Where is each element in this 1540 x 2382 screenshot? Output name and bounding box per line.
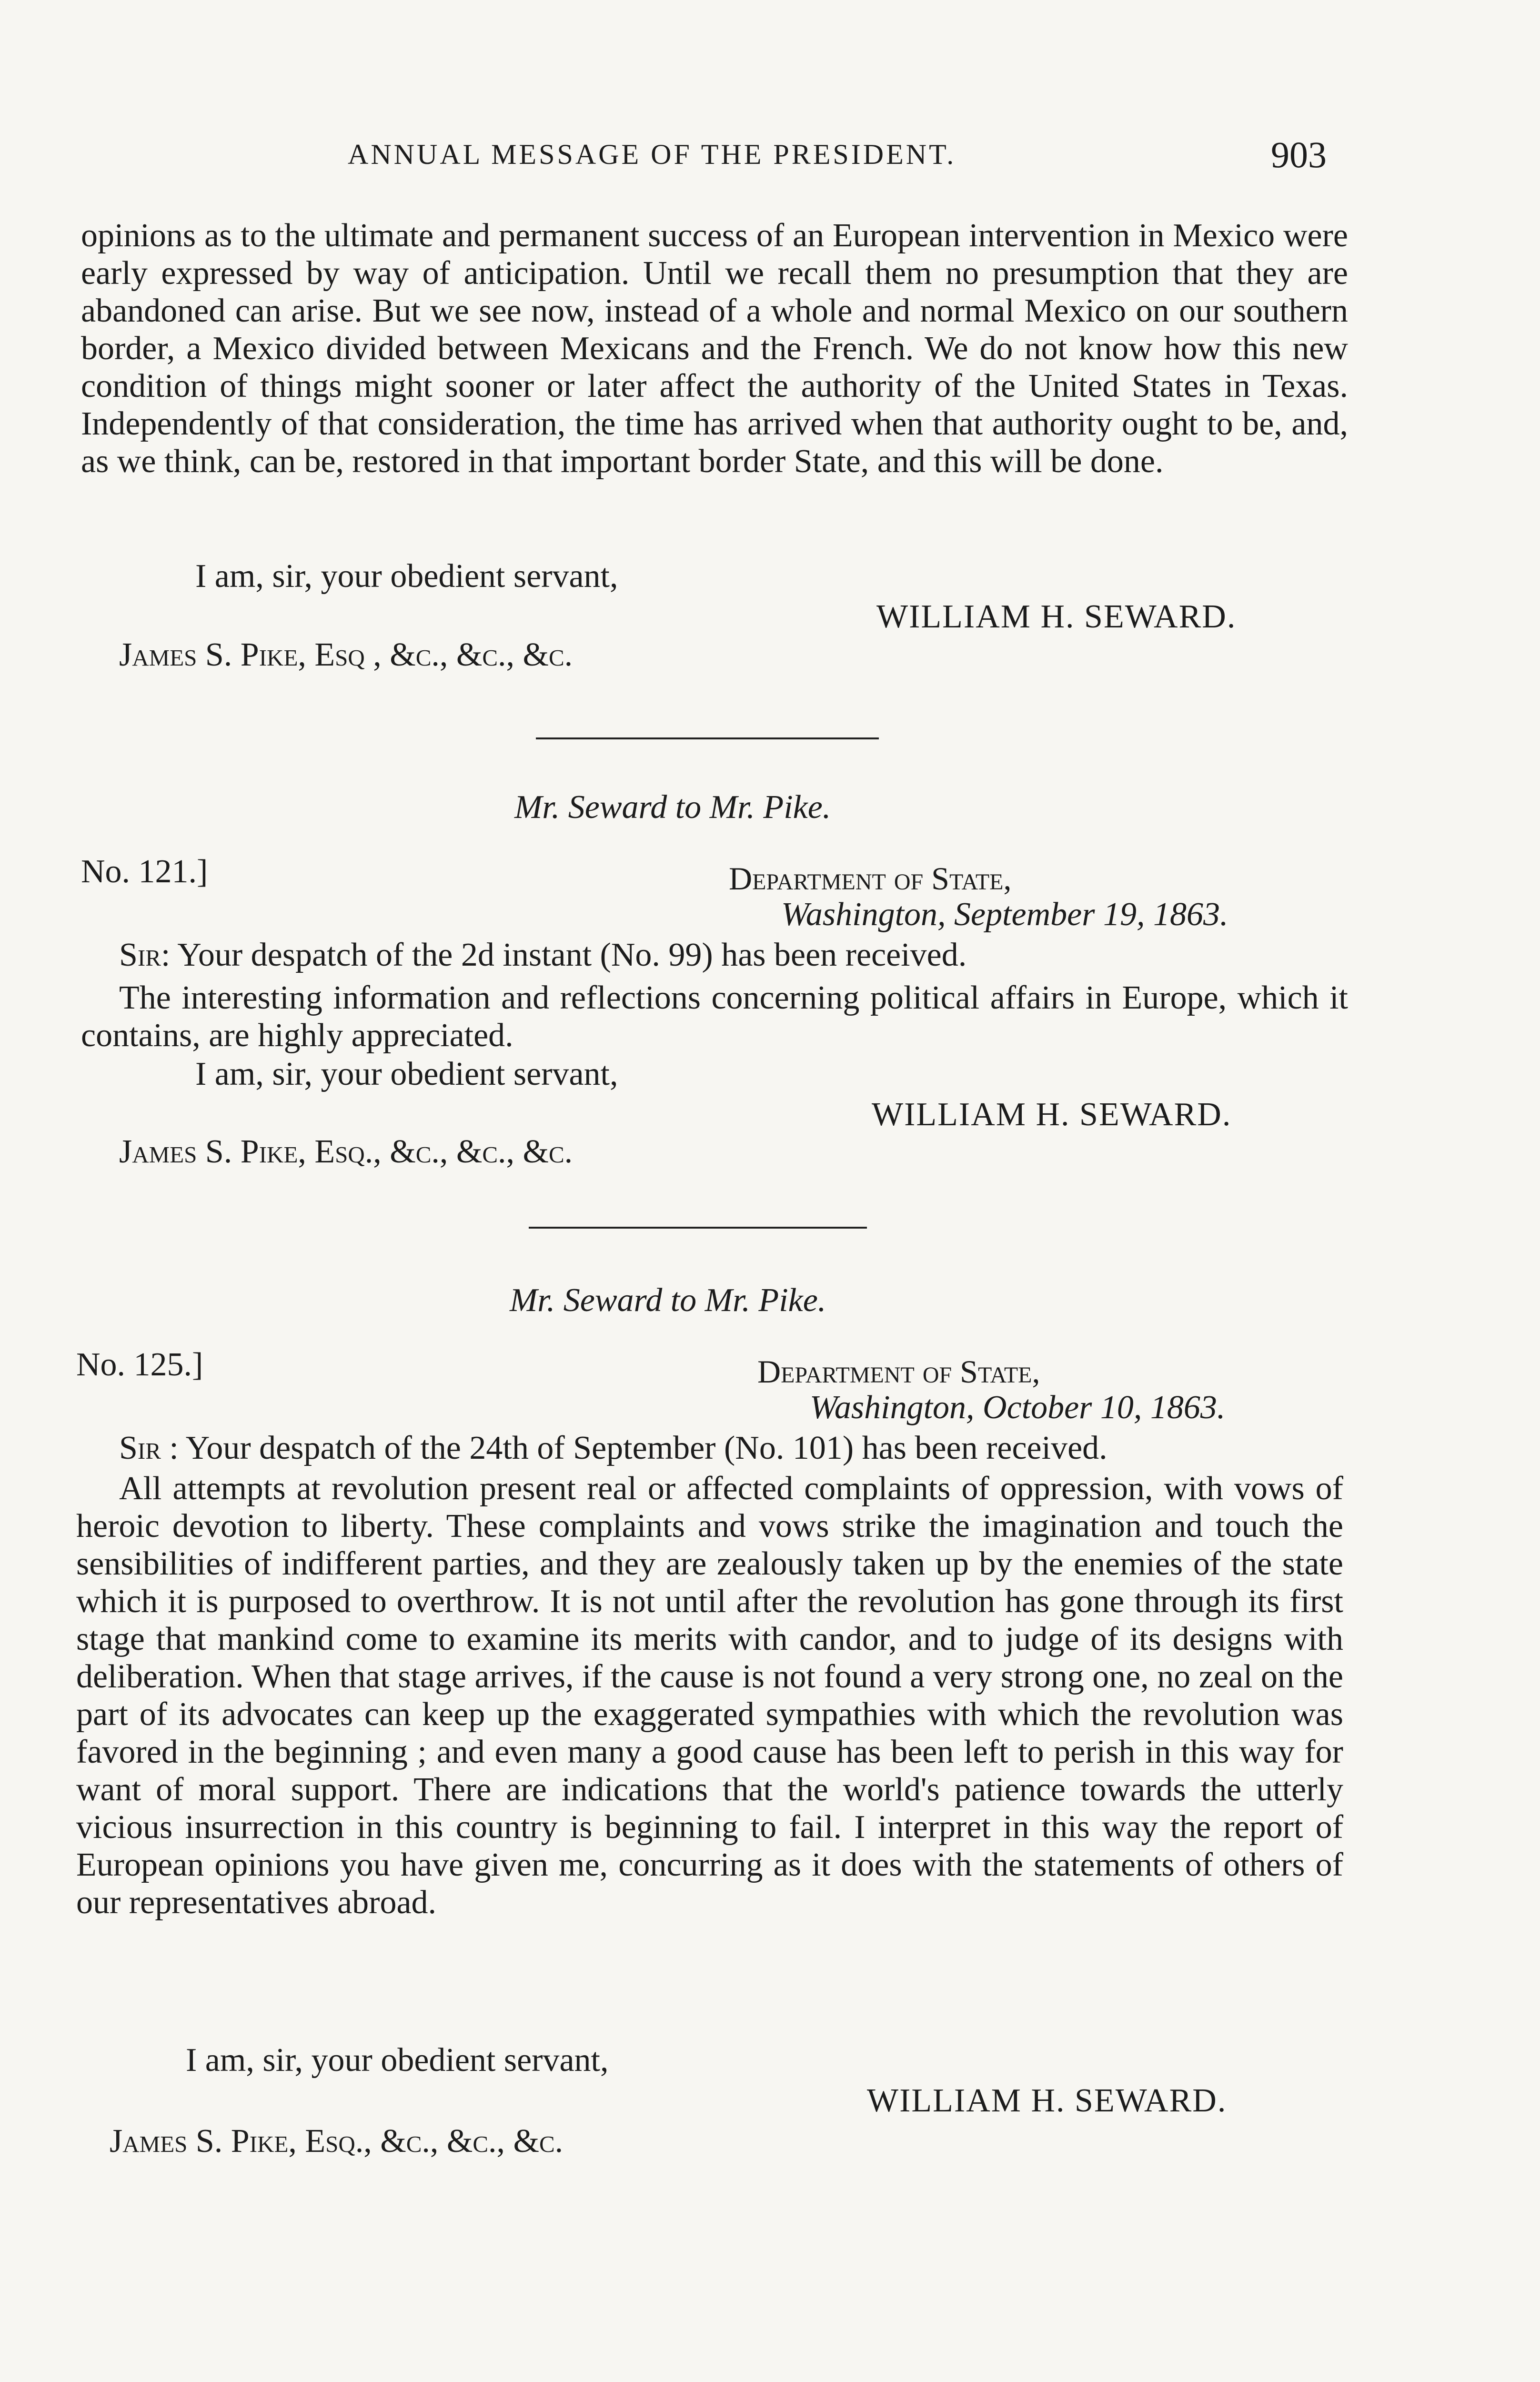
letter2-sir-line: [119, 936, 966, 974]
letter2-dateline: Washington, September 19, 1863.: [781, 896, 1228, 933]
letter2-paragraph-2: The interesting information and reflections concerning political affairs in Europe, which it contains, are highly appreciated.: [81, 979, 1348, 1054]
letter2-addressee: James S. Pike, Esq., &c., &c., &c.: [119, 1133, 573, 1170]
letter3-department: Department of State,: [757, 1353, 1040, 1390]
letter2-number: No. 121.]: [81, 853, 208, 890]
letter1-signature: WILLIAM H. SEWARD.: [876, 598, 1237, 635]
letter1-body: opinions as to the ultimate and permanent success of an European intervention in Mexico were early expressed by way of anticipation. Until we recall them no presumption that they are abandoned can arise. But we see now, instead of a whole and normal Mexico on our southern border, a Mexico divided between Mexicans and the French. We do not know how this new condition of things might sooner or later affect the authority of the United States in Texas. Independently of that consideration, the time has arrived when that authority ought to be, and, as we think, can be, restored in that important border State, and this will be done.: [81, 217, 1348, 480]
letter3-heading: Mr. Seward to Mr. Pike.: [510, 1282, 826, 1319]
letter3-dateline: Washington, October 10, 1863.: [810, 1389, 1226, 1426]
letter1-closing: I am, sir, your obedient servant,: [195, 558, 618, 595]
letter3-sir-line: [119, 1429, 1107, 1467]
letter2-heading: Mr. Seward to Mr. Pike.: [514, 789, 831, 826]
page-number: 903: [1271, 134, 1327, 175]
section-divider: [529, 1227, 867, 1229]
letter2-signature: WILLIAM H. SEWARD.: [872, 1096, 1232, 1133]
letter3-signature: WILLIAM H. SEWARD.: [867, 2082, 1227, 2119]
running-header: ANNUAL MESSAGE OF THE PRESIDENT.: [348, 139, 956, 170]
letter3-paragraph-1: Your despatch of the 24th of September (No. 101) has been received.: [185, 1430, 1107, 1466]
section-divider: [536, 737, 879, 739]
letter3-closing: I am, sir, your obedient servant,: [186, 2042, 609, 2079]
letter2-department: Department of State,: [729, 860, 1012, 897]
letter3-paragraph-2: All attempts at revolution present real or affected complaints of oppression, with vows of heroic devotion to liberty. These complaints and vows strike the imagination and touch the sensibilities of indifferent parties, and they are zealously taken up by the enemies of the state which it is purposed to overthrow. It is not until after the revolution has gone through its first stage that mankind come to examine its merits with candor, and to judge of its designs with deliberation. When that stage arrives, if the cause is not found a very strong one, no zeal on the part of its advocates can keep up the exaggerated sympathies with which the revolution was favored in the beginning ; and even many a good cause has been left to perish in this way for want of moral support. There are indications that the world's patience towards the utterly vicious insurrection in this country is beginning to fail. I interpret in this way the report of European opinions you have given me, concurring as it does with the statements of others of our representatives abroad.: [76, 1470, 1343, 1921]
letter2-paragraph-1: Your despatch of the 2d instant (No. 99) has been received.: [177, 937, 967, 973]
letter2-salutation: Sir:: [119, 937, 171, 973]
letter2-closing: I am, sir, your obedient servant,: [195, 1056, 618, 1092]
letter3-salutation: Sir :: [119, 1430, 179, 1466]
letter1-addressee: James S. Pike, Esq , &c., &c., &c.: [119, 636, 573, 673]
letter3-addressee: James S. Pike, Esq., &c., &c., &c.: [110, 2123, 564, 2160]
letter3-number: No. 125.]: [76, 1346, 203, 1383]
